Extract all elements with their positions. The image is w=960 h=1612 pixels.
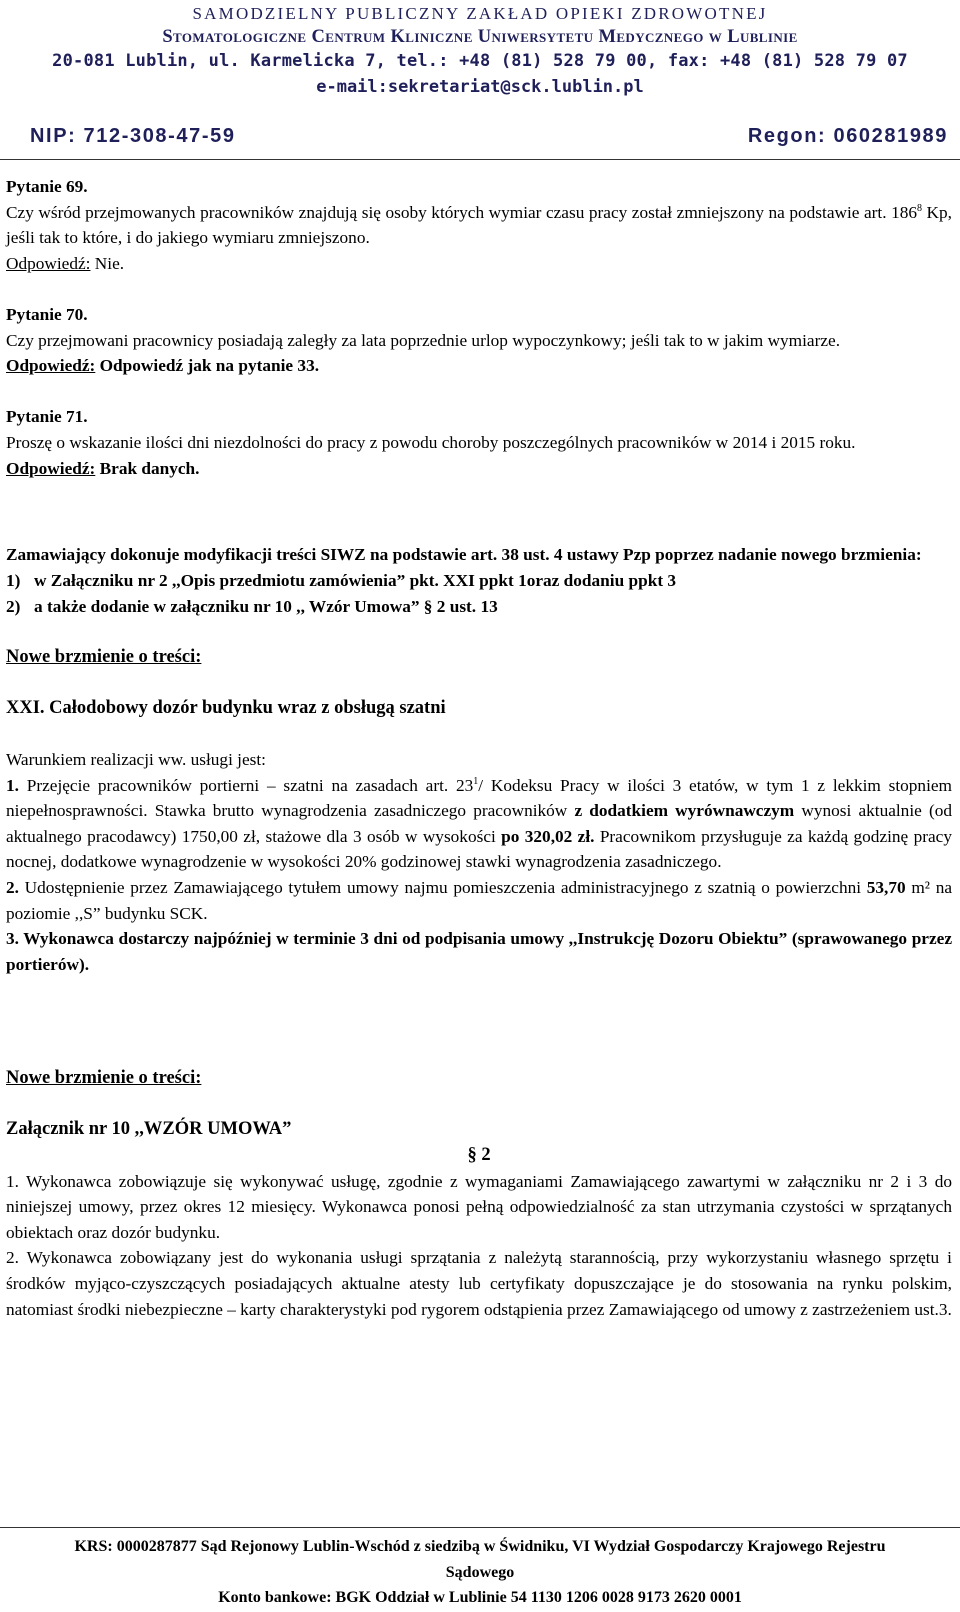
point1-num: 1. bbox=[6, 775, 19, 795]
q69-text-b: Kp, jeśli tak to które, i do jakiego wymiaru zmniejszono. bbox=[6, 202, 952, 248]
q70-title: Pytanie 70. bbox=[6, 304, 88, 324]
point1-a: Przejęcie pracowników portierni – szatni na zasadach art. 23 bbox=[18, 775, 474, 795]
point1-bold2: po 320,02 zł. bbox=[501, 826, 595, 846]
footer-bank: Konto bankowe: BGK Oddział w Lublinie 54 1130 1206 0028 9173 2620 0001 bbox=[218, 1589, 742, 1606]
q71-text: Proszę o wskazanie ilości dni niezdolności do pracy z powodu choroby poszczególnych pracowników w 2014 i 2015 roku. bbox=[6, 432, 856, 452]
section2-point2: 2. Wykonawca zobowiązany jest do wykonania usługi sprzątania z należytą starannością, przy wykorzystaniu własnego sprzętu i środków myjąco-czyszczących posiadających aktualne atesty lub certyfikaty dopuszczające je do stosowania na rynku polskim, natomiast środki niebezpieczne – karty charakterystyki pod rygorem odstąpienia przez Zamawiającego od umowy z zastrzeżeniem ust.3. bbox=[6, 1248, 952, 1319]
point1-bold1: z dodatkiem wyrównawczym bbox=[574, 801, 795, 821]
header-organization: SAMODZIELNY PUBLICZNY ZAKŁAD OPIEKI ZDROWOTNEJ bbox=[192, 4, 768, 23]
q69-title: Pytanie 69. bbox=[6, 177, 88, 196]
q70-answer-label: Odpowiedź: bbox=[6, 356, 96, 376]
modification-item bbox=[6, 568, 952, 594]
modification-intro: Zamawiający dokonuje modyfikacji treści SIWZ na podstawie art. 38 ust. 4 ustawy Pzp poprzez nadanie nowego brzmienia: bbox=[6, 545, 922, 565]
q70-answer bbox=[6, 353, 952, 379]
document-body bbox=[6, 174, 952, 1322]
q69-answer-label: Odpowiedź: bbox=[6, 253, 91, 273]
point2-num: 2. bbox=[6, 878, 19, 898]
section2-heading: Nowe brzmienie o treści: bbox=[6, 1068, 202, 1089]
section1-point1 bbox=[6, 773, 952, 875]
point2-a: Udostępnienie przez Zamawiającego tytułem umowy najmu pomieszczenia administracyjnego z szatnią o powierzchni bbox=[18, 878, 867, 898]
q69-text bbox=[6, 200, 952, 251]
point1-b: / Kodeksu Pracy w ilości 3 etatów, w tym 1 z lekkim stopniem niepełnosprawności. Stawka brutto wynagrodzenia zasadniczego pracowników bbox=[6, 775, 952, 821]
header-divider bbox=[0, 159, 960, 160]
section1-heading: Nowe brzmienie o treści: bbox=[6, 646, 202, 667]
q69-answer bbox=[6, 251, 952, 277]
section1-condition: Warunkiem realizacji ww. usługi jest: bbox=[6, 750, 266, 770]
footer-krs: KRS: 0000287877 Sąd Rejonowy Lublin-Wschód z siedzibą w Świdniku, VI Wydział Gospodarczy Krajowego Rejestru Sądowego bbox=[74, 1538, 886, 1581]
point2-bold: 53,70 bbox=[866, 878, 906, 898]
footer-divider bbox=[0, 1527, 960, 1528]
q70-text: Czy przejmowani pracownicy posiadają zaległy za lata poprzednie urlop wypoczynkowy; jeśli tak to w jakim wymiarze. bbox=[6, 330, 841, 350]
q69-answer-text: Nie. bbox=[90, 253, 125, 273]
header-nip: NIP: 712-308-47-59 bbox=[30, 125, 236, 147]
point1-sup: 1 bbox=[473, 775, 479, 787]
section1-title: XXI. Całodobowy dozór budynku wraz z obsługą szatni bbox=[6, 697, 446, 718]
point1-d: Pracownikom przysługuje za każdą godzinę pracy nocnej, dodatkowe wynagrodzenie w wysokości 20% godzinowej stawki wynagrodzenia zasadniczego. bbox=[6, 826, 952, 872]
section2-title: Załącznik nr 10 ,,WZÓR UMOWA” bbox=[6, 1119, 292, 1140]
header-address: 20-081 Lublin, ul. Karmelicka 7, tel.: +48 (81) 528 79 00, fax: +48 (81) 528 79 07 bbox=[52, 51, 908, 71]
point2-b: m² na poziomie ,,S” budynku SCK. bbox=[6, 878, 952, 923]
section1-point3: 3. Wykonawca dostarczy najpóźniej w terminie 3 dni od podpisania umowy ,,Instrukcję Dozoru Obiektu” (sprawowanego przez portierów). bbox=[6, 929, 952, 974]
header-email: e-mail:sekretariat@sck.lublin.pl bbox=[316, 77, 644, 97]
point1-c: wynosi aktualnie (od aktualnego pracodawcy) 1750,00 zł, stażowe dla 3 osób w wysokości bbox=[6, 801, 952, 846]
footer bbox=[0, 1534, 960, 1611]
modification-item-text: a także dodanie w załączniku nr 10 ,, Wzór Umowa” § 2 ust. 13 bbox=[34, 596, 498, 616]
q71-title: Pytanie 71. bbox=[6, 407, 88, 427]
modification-item-text: w Załączniku nr 2 ,,Opis przedmiotu zamówienia” pkt. XXI ppkt 1oraz dodaniu ppkt 3 bbox=[34, 570, 677, 590]
q71-answer-text: Brak danych. bbox=[95, 458, 200, 478]
modification-item-num: 2) bbox=[6, 596, 21, 616]
paragraph-sign: § 2 bbox=[467, 1144, 491, 1165]
q71-answer-label: Odpowiedź: bbox=[6, 458, 96, 478]
section1-point2 bbox=[6, 875, 952, 926]
modification-list bbox=[6, 568, 952, 619]
modification-item-num: 1) bbox=[6, 570, 21, 590]
header-center-name: Stomatologiczne Centrum Kliniczne Uniwersytetu Medycznego w Lublinie bbox=[162, 27, 798, 47]
q69-text-a: Czy wśród przejmowanych pracowników znajdują się osoby których wymiar czasu pracy został zmniejszony na podstawie art. 186 bbox=[6, 202, 918, 222]
header-tax-ids bbox=[30, 125, 948, 148]
section2-point1: 1. Wykonawca zobowiązuje się wykonywać usługę, zgodnie z wymaganiami Zamawiającego zawartymi w załączniku nr 2 i 3 do niniejszej umowy, przez okres 12 miesięcy. Wykonawca ponosi pełną odpowiedzialność za stan utrzymania czystości w sprzątanych obiektach oraz dozór budynku. bbox=[6, 1171, 952, 1242]
header-regon: Regon: 060281989 bbox=[747, 125, 948, 147]
q69-sup: 8 bbox=[917, 202, 923, 214]
q70-answer-text: Odpowiedź jak na pytanie 33. bbox=[95, 356, 320, 376]
modification-item bbox=[6, 594, 952, 620]
q71-answer bbox=[6, 456, 952, 482]
